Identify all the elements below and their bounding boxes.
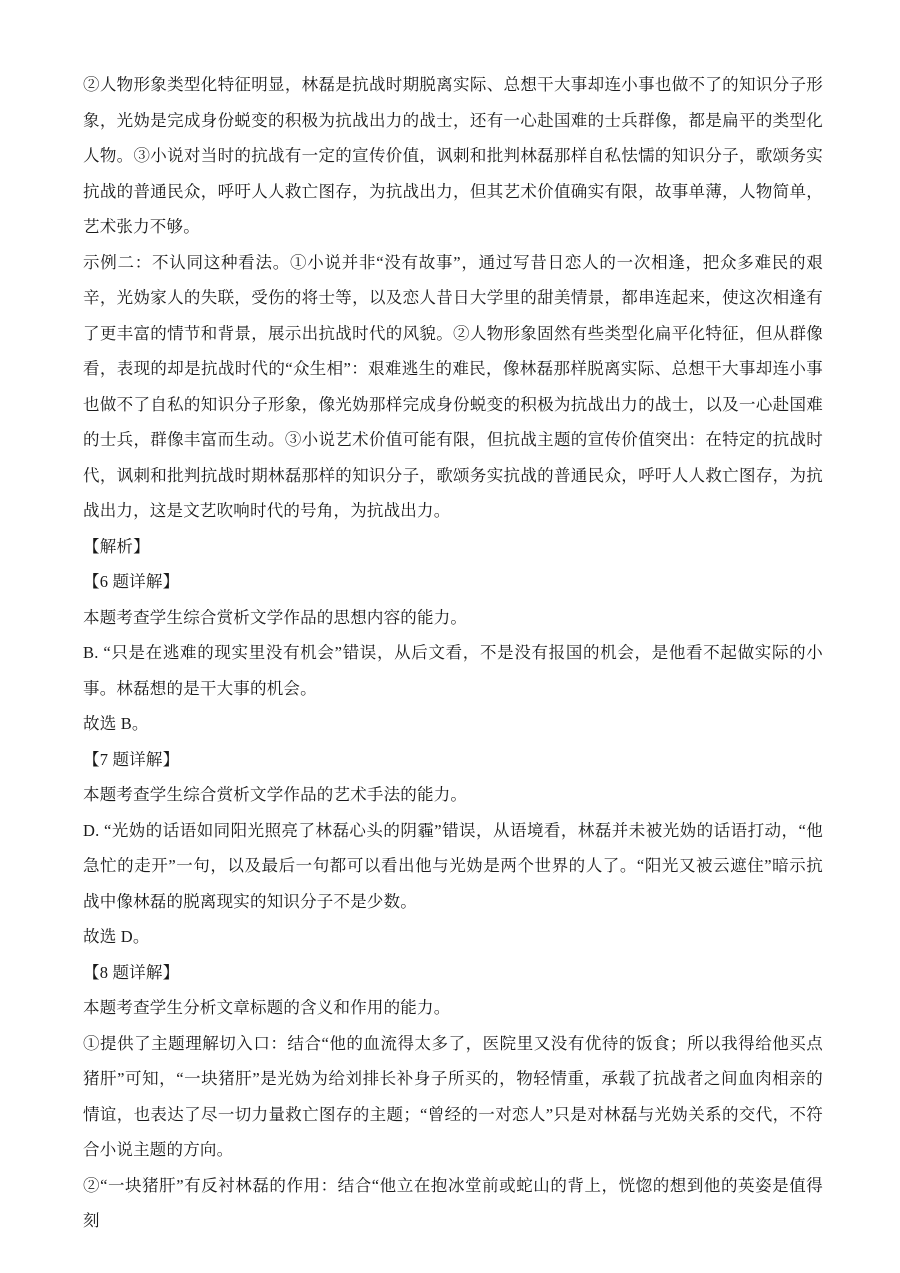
paragraph-question6-answer: 故选 B。 bbox=[83, 714, 149, 733]
paragraph-question8-ability: 本题考查学生分析文章标题的含义和作用的能力。 bbox=[83, 998, 451, 1017]
paragraph-question7-answer: 故选 D。 bbox=[83, 927, 150, 946]
paragraph-answer-example1-continued: ②人物形象类型化特征明显，林磊是抗战时期脱离实际、总想干大事却连小事也做不了的知识分子形象，光妫是完成身份蜕变的积极为抗战出力的战士，还有一心赴国难的士兵群像，都是扁平的类型化人物。③小说对当时的抗战有一定的宣传价值，讽刺和批判林磊那样自私怯懦的知识分子，歌颂务实抗战的普通民众，呼吁人人救亡图存，为抗战出力，但其艺术价值确实有限，故事单薄，人物简单，艺术张力不够。 bbox=[83, 75, 823, 236]
paragraph-question7-ability: 本题考查学生综合赏析文学作品的艺术手法的能力。 bbox=[83, 785, 468, 804]
analysis-section-label: 【解析】 bbox=[83, 536, 150, 556]
paragraph-answer-example2: 示例二：不认同这种看法。①小说并非“没有故事”，通过写昔日恋人的一次相逢，把众多难民的艰辛，光妫家人的失联，受伤的将士等，以及恋人昔日大学里的甜美情景，都串连起来，使这次相逢有了更丰富的情节和背景，展示出抗战时代的风貌。②人物形象固然有些类型化扁平化特征，但从群像看，表现的却是抗战时代的“众生相”：艰难逃生的难民，像林磊那样脱离实际、总想干大事却连小事也做不了自私的知识分子形象，像光妫那样完成身份蜕变的积极为抗战出力的战士，以及一心赴国难的士兵，群像丰富而生动。③小说艺术价值可能有限，但抗战主题的宣传价值突出：在特定的抗战时代，讽刺和批判抗战时期林磊那样的知识分子，歌颂务实抗战的普通民众，呼吁人人救亡图存，为抗战出力，这是文艺吹响时代的号角，为抗战出力。 bbox=[83, 252, 823, 520]
paragraph-question8-point2-truncated: ②“一块猪肝”有反衬林磊的作用：结合“他立在抱冰堂前或蛇山的背上，恍惚的想到他的英姿是值得刻 bbox=[83, 1175, 823, 1230]
heading-question7-detail: 【7 题详解】 bbox=[83, 749, 180, 769]
paragraph-question8-point1: ①提供了主题理解切入口：结合“他的血流得太多了，医院里又没有优待的饭食；所以我得给他买点猪肝”可知，“一块猪肝”是光妫为给刘排长补身子所买的，物轻情重，承载了抗战者之间血肉相亲的情谊，也表达了尽一切力量救亡图存的主题；“曾经的一对恋人”只是对林磊与光妫关系的交代，不符合小说主题的方向。 bbox=[83, 1033, 823, 1159]
paragraph-question6-ability: 本题考查学生综合赏析文学作品的思想内容的能力。 bbox=[83, 607, 468, 627]
heading-question6-detail: 【6 题详解】 bbox=[83, 572, 180, 591]
paragraph-question7-option-d-analysis: D. “光妫的话语如同阳光照亮了林磊心头的阴霾”错误，从语境看，林磊并未被光妫的话语打动，“他急忙的走开”一句，以及最后一句都可以看出他与光妫是两个世界的人了。“阳光又被云遮住”暗示抗战中像林磊的脱离现实的知识分子不是少数。 bbox=[83, 820, 823, 911]
heading-question8-detail: 【8 题详解】 bbox=[83, 962, 180, 982]
paragraph-question6-option-b-analysis: B. “只是在逃难的现实里没有机会”错误，从后文看，不是没有报国的机会，是他看不起做实际的小事。林磊想的是干大事的机会。 bbox=[83, 643, 823, 698]
document-body bbox=[83, 67, 823, 1239]
